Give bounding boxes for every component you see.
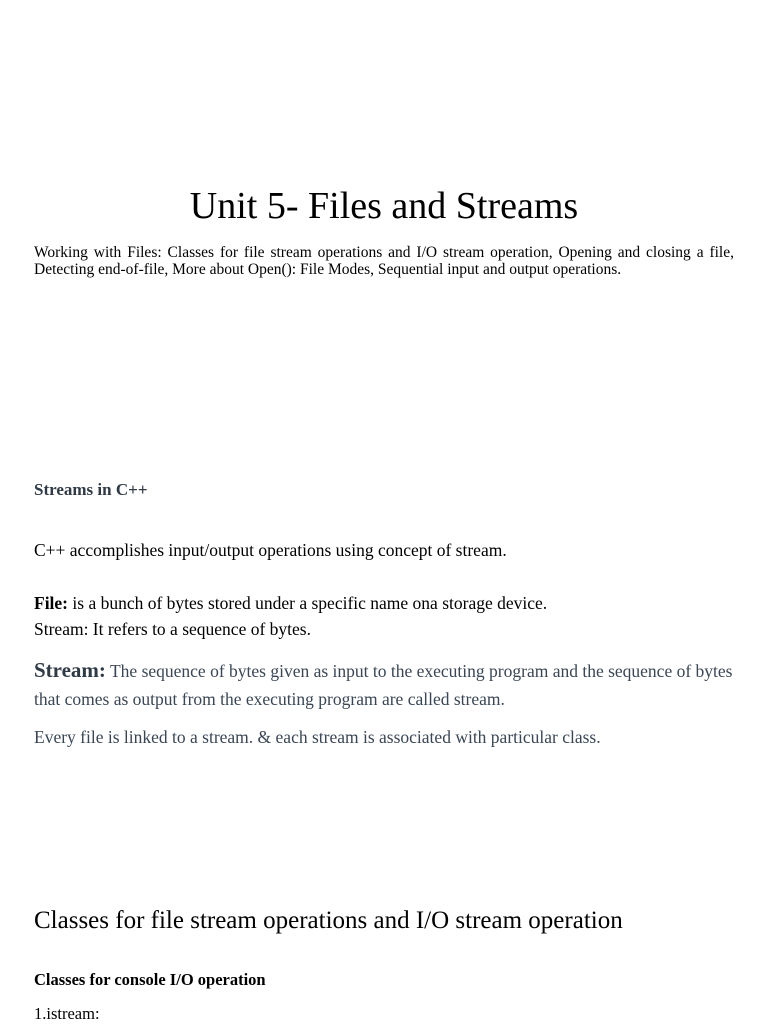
unit-overview-paragraph: Working with Files: Classes for file stream operations and I/O stream operation, Opening and closing a file, Detecting end-of-file, More about Open(): File Modes, Sequential input and output operations. [34, 244, 734, 278]
stream-label: Stream: [34, 658, 106, 682]
file-definition [34, 592, 547, 614]
istream-list-item: 1.istream: [34, 1004, 100, 1023]
stream-definition [34, 656, 740, 713]
accomplishes-paragraph: C++ accomplishes input/output operations using concept of stream. [34, 540, 507, 560]
page-title: Unit 5- Files and Streams [189, 185, 579, 227]
file-label: File: [34, 593, 69, 613]
stream-definition-text: The sequence of bytes given as input to the executing program and the sequence of bytes that comes as output from the executing program are called stream. [34, 661, 733, 709]
console-io-heading: Classes for console I/O operation [34, 970, 266, 989]
stream-refers-line: Stream: It refers to a sequence of bytes. [34, 619, 311, 639]
file-definition-text: is a bunch of bytes stored under a specific name ona storage device. [68, 593, 548, 613]
streams-heading: Streams in C++ [34, 480, 148, 499]
classes-heading: Classes for file stream operations and I/O stream operation [34, 907, 623, 934]
every-file-paragraph: Every file is linked to a stream. & each stream is associated with particular class. [34, 727, 601, 747]
